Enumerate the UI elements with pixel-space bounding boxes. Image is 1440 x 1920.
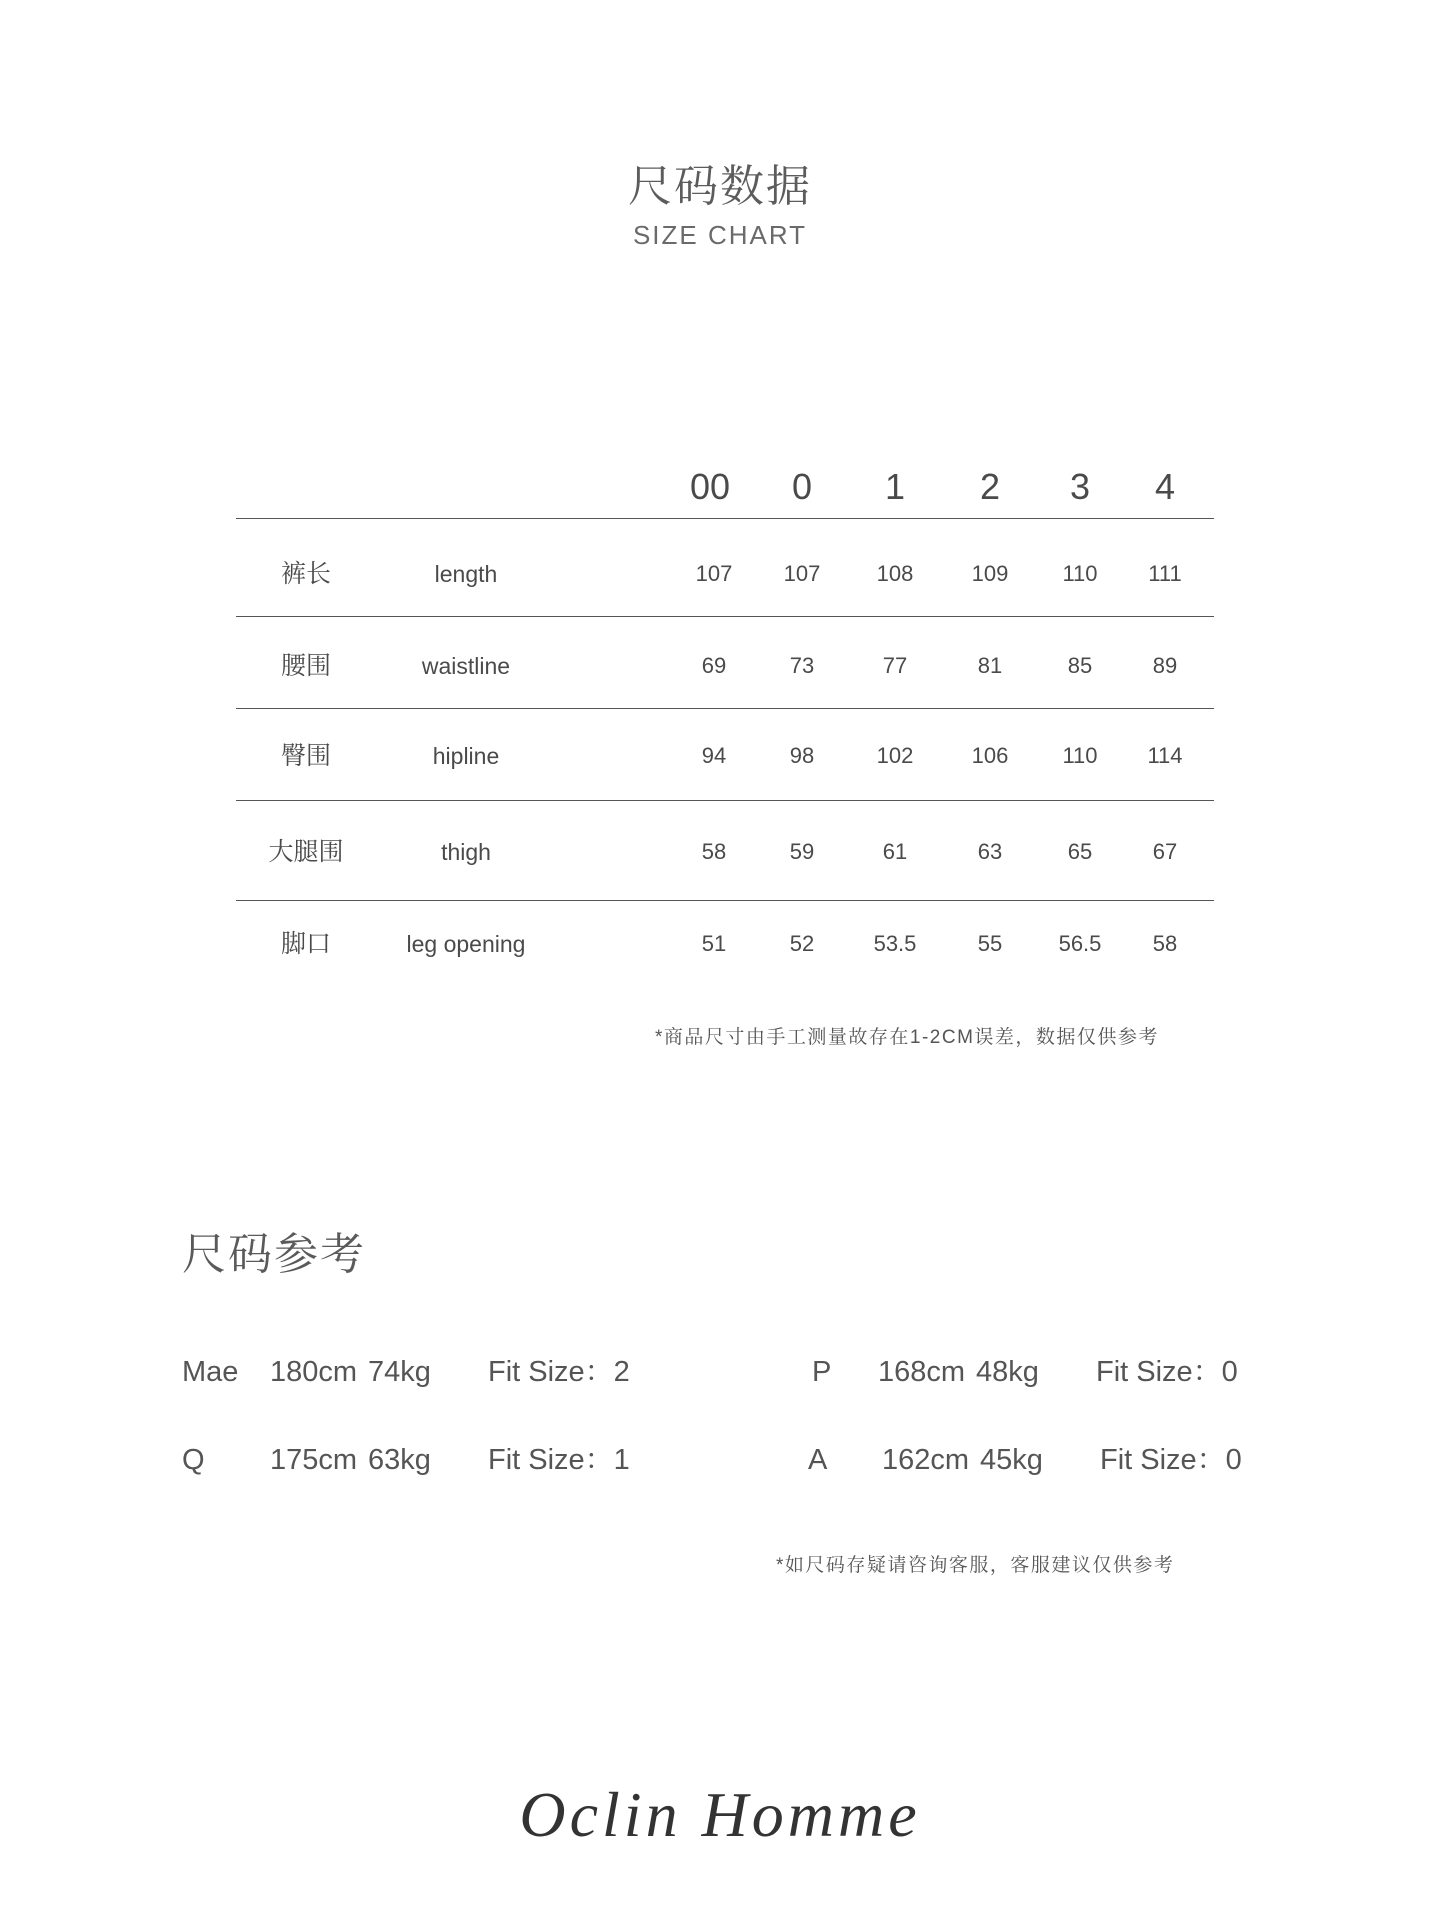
table-row-leg-opening bbox=[236, 914, 1214, 974]
table-cell: 108 bbox=[876, 561, 914, 586]
model-weight: 45kg bbox=[980, 1444, 1043, 1476]
row-label-en: waistline bbox=[421, 653, 511, 679]
table-cell: 109 bbox=[971, 561, 1009, 586]
table-cell: 73 bbox=[789, 653, 815, 678]
model-name: P bbox=[812, 1356, 832, 1388]
model-fit-size: Fit Size：0 bbox=[1096, 1356, 1238, 1388]
size-header-1: 1 bbox=[884, 466, 906, 507]
table-cell: 65 bbox=[1067, 839, 1093, 864]
row-label-zh: 臀围 bbox=[280, 742, 331, 770]
table-divider bbox=[236, 900, 1214, 901]
model-fit-size: Fit Size：1 bbox=[488, 1444, 630, 1476]
table-cell: 52 bbox=[789, 931, 815, 956]
row-label-en: thigh bbox=[441, 839, 491, 865]
table-cell: 58 bbox=[701, 839, 727, 864]
row-label-zh: 脚口 bbox=[280, 930, 331, 958]
size-header-2: 2 bbox=[979, 466, 1001, 507]
table-divider bbox=[236, 800, 1214, 801]
model-weight: 48kg bbox=[976, 1356, 1039, 1388]
table-cell: 106 bbox=[971, 743, 1009, 768]
model-fit-size: Fit Size：0 bbox=[1100, 1444, 1242, 1476]
model-weight: 74kg bbox=[368, 1356, 431, 1388]
table-cell: 111 bbox=[1148, 561, 1182, 586]
table-cell: 94 bbox=[701, 743, 727, 768]
model-height: 175cm bbox=[270, 1444, 358, 1476]
table-cell: 98 bbox=[789, 743, 815, 768]
model-weight: 63kg bbox=[368, 1444, 431, 1476]
table-cell: 107 bbox=[695, 561, 733, 586]
size-header-4: 4 bbox=[1154, 466, 1176, 507]
table-cell: 77 bbox=[882, 653, 908, 678]
measurement-note: *商品尺寸由手工测量故存在1-2CM误差，数据仅供参考 bbox=[655, 1027, 1159, 1048]
row-label-zh: 裤长 bbox=[280, 560, 331, 588]
table-cell: 102 bbox=[876, 743, 914, 768]
row-label-en: length bbox=[434, 561, 498, 587]
row-label-en: leg opening bbox=[406, 931, 526, 957]
section-title: 尺码参考 bbox=[182, 1230, 366, 1279]
page-title: 尺码数据 bbox=[628, 162, 812, 211]
table-cell: 63 bbox=[977, 839, 1003, 864]
size-header-00: 00 bbox=[689, 466, 731, 507]
model-name: A bbox=[808, 1444, 828, 1476]
table-cell: 53.5 bbox=[873, 931, 917, 956]
table-divider bbox=[236, 708, 1214, 709]
row-label-zh: 大腿围 bbox=[268, 838, 344, 866]
row-label-en: hipline bbox=[432, 743, 500, 769]
table-cell: 89 bbox=[1152, 653, 1178, 678]
table-cell: 59 bbox=[789, 839, 815, 864]
table-cell: 107 bbox=[783, 561, 821, 586]
consult-note: *如尺码存疑请咨询客服，客服建议仅供参考 bbox=[776, 1555, 1175, 1576]
table-cell: 114 bbox=[1147, 743, 1183, 768]
table-row-waistline bbox=[236, 636, 1214, 696]
table-cell: 110 bbox=[1062, 561, 1098, 586]
model-height: 162cm bbox=[882, 1444, 970, 1476]
table-cell: 61 bbox=[882, 839, 908, 864]
model-height: 168cm bbox=[878, 1356, 966, 1388]
table-cell: 110 bbox=[1062, 743, 1098, 768]
table-cell: 58 bbox=[1152, 931, 1178, 956]
table-cell: 85 bbox=[1067, 653, 1093, 678]
table-divider bbox=[236, 616, 1214, 617]
model-height: 180cm bbox=[270, 1356, 358, 1388]
size-header-3: 3 bbox=[1069, 466, 1091, 507]
model-name: Q bbox=[182, 1444, 205, 1476]
table-cell: 81 bbox=[977, 653, 1003, 678]
table-row-thigh bbox=[236, 822, 1214, 882]
table-cell: 51 bbox=[701, 931, 727, 956]
model-name: Mae bbox=[182, 1356, 239, 1388]
model-fit-size: Fit Size：2 bbox=[488, 1356, 630, 1388]
size-header-0: 0 bbox=[791, 466, 813, 507]
brand-logo: Oclin Homme bbox=[519, 1779, 921, 1850]
table-divider bbox=[236, 518, 1214, 519]
table-cell: 55 bbox=[977, 931, 1003, 956]
page-subtitle: SIZE CHART bbox=[632, 220, 808, 250]
table-cell: 69 bbox=[701, 653, 727, 678]
table-row-hipline bbox=[236, 726, 1214, 786]
row-label-zh: 腰围 bbox=[280, 652, 331, 680]
table-cell: 67 bbox=[1152, 839, 1178, 864]
table-row-length bbox=[236, 544, 1214, 604]
table-cell: 56.5 bbox=[1058, 931, 1102, 956]
